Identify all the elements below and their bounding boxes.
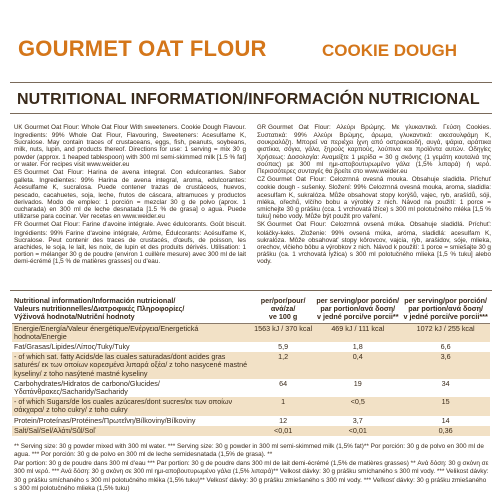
footnote: ** Serving size: 30 g powder mixed with 300 ml water. *** Serving size: 30 g powder in 300 ml semi-skimmed milk (1,5% fat)** Por porción: 30 g de polvo en 300 ml de agua. *** Por porción: 30 g de polvo en 300 ml de leche semidesnatada (1,5% de grasa). ** [14,443,484,459]
ingredients-column-left [14,124,246,267]
multilingual-ingredients [14,124,490,270]
header-per-serving-milk: per serving/por porción/ par portion/ανά δοση/ v jedné porci/ve porcii*** [403,296,488,322]
product-header [0,0,500,78]
flag-fr-icon: FR [14,222,22,229]
product-name: GOURMET OAT FLOUR [18,36,267,61]
table-row: Salt/Sal/Sel/Αλάτι/Sůl/Soľ <0,01 <0,01 0,36 [12,426,490,436]
header-label: Nutritional information/Información nutricional/ Valeurs nutritionnelles/Διατροφικές Πληροφορίες/ Výživová hodnota/Nutriční hodnoty [14,296,185,322]
ingredients-uk: UK Gourmet Oat Flour: Whole Oat Flour With sweeteners. Cookie Dough Flavour. Ingredients: 99% Whole Oat Flour, Flavouring, Sweeteners: Acesulfame K, Sucralose. May contain traces of crustaceans, eggs, fish, peanuts, soybeans, milk, nuts, lupin, and products thereof. Directions for use: 1 serving = mix 30 g powder (approx. 1 heaped tablespoon) with 300 ml semi-skimmed milk [1.5 % fat] or water. For recipes visit www.weider.eu [14,124,246,168]
ingredients-sk: SK Gourmet Oat Flour: Celozrnná ovsená múka. Obsahuje sladidlá. Príchuť: koláčky-keks. Zloženie: 99% ovsená múka, aróma, sladidlá: acesulfam K, sukralóza. Môže obsahovať stopy kôrovcov, vajcia, rýb, arašidov, sóje, mlieka, orechov, vlčieho bôbu a výrobkov z nich. Návod k použití: 1 porce = smiešajte 30 g prášku (ca. 1 vrchovatá lyžica) s 300 ml polotučného mlieka [1,5 % tuku] alebo vody. [257,221,491,266]
table-row: Protein/Proteínas/Protéines/Πρωτεΐνη/Bílkoviny/Bílkoviny 12 3,7 14 [14,415,450,425]
ingredients-column-right [257,124,491,267]
table-row: - of which Sugars/de los cuales azúcares/dont sucres/εκ των οποίων σάκχαρα/ z toho cukry/ z toho cukry 1 <0,5 15 [12,397,490,415]
nutrition-heading: NUTRITIONAL INFORMATION/INFORMACIÓN NUTRICIONAL [17,91,480,108]
flag-gr-icon: GR [257,125,266,131]
divider-heading [10,113,492,114]
table-row: Energie/Energía/Valeur énergétique/Ενέργεια/Energetická hodnota/Energie 1563 kJ / 370 kcal 469 kJ / 111 kcal 1072 kJ / 255 kcal [12,323,490,342]
flag-sk-icon: SK [257,222,266,229]
divider-top [10,82,492,83]
header-per-serving-water: per serving/por porción/ par portion/ανά δοση/ v jedné porci/ve porcii** [316,296,400,322]
ingredients-cz: CZ Gourmet Oat Flour: Celozrnná ovesná mouka. Obsahuje sladidla. Příchuť cookie dough - sušenky. Složení: 99% Celozrnná ovesná mouka, aroma, sladidla: acesulfam K, sukralóza. Může obsahovat stopy korýšů, vajec, ryb, arašídů, sóji, mléka, ořechů, vlčího bobu a výrobky z nich. Návod na použití: 1 porce = smíchejte 30 g prášku (cca. 1 vrchovatá lžíce) s 300 ml polotučného mléka [1,5 % tuku] nebo vody. Může být použit pro vaření. [257,176,491,221]
header-per-100g: per/por/pour/ ανά/za/ ve 100 g [260,296,306,322]
flag-cz-icon: CZ [257,177,265,184]
table-row: - of which sat. fatty Acids/de las cuales saturadas/dont acides gras saturés/ εκ των οποίων κορεσμένα λιπαρά οξέα/ z toho nasycené mastné kyseliny/ z toho nasýtené mastné kyseliny 1,2 0,4 3,6 [12,352,490,379]
table-row: Carbohydrates/Hidratos de carbono/Glucides/Υδατάνθρακες/Sacharidy/Sacharidy 64 19 34 [14,378,450,397]
footnote: Par portion: 30 g de poudre dans 300 ml d'eau *** Par portion: 30 g de poudre dans 300 ml de lait demi-écrémé (1,5% de matières grasses) ** Ανά δόση: 30 g σκόνη σε 300 ml νερό. *** Ανά δόση: 30 g σκόνη σε 300 ml ημι-αποβουτυρωμένο γάλα (1,5% λιπαρά)** Velkost dávky: 30 g prášku smíchaného s 300 ml vody. *** Velikost dávky: 30 g prášku smíchaného s 300 ml polotučného mléka (1,5% tuku)** Velkosť dávky: 30 g prášku zmiešaného s 300 ml vody. *** Veľkosť dávky: 30 g prášku zmiešaného s 300 ml polotučného mlieka (1,5% tuku) [14,459,489,493]
nutrition-table [12,296,490,436]
footnotes [14,443,490,493]
flag-uk-icon: UK [14,125,23,131]
flag-es-icon: ES [14,170,23,177]
ingredients-es: ES Gourmet Oat Flour: Harina de avena integral. Con edulcorantes. Sabor galleta. Ingredientes: 99% Harina de avena integral, aroma, edulcorantes: Acesulfame K, sucralosa. Puede contener trazas de crustáceos, huevos, pescado, cacahuetes, soja, leche, frutos de cáscara, altramuces y productos derivados. Modo de empleo: 1 porción = mezclar 30 g de polvo (aprox. 1 cucharada) en 300 ml de leche desnatada [1.5 % de grasa] o agua. Puede utilizarse para cocinar. Ver recetas en www.weider.eu [14,169,246,221]
table-header [12,296,490,323]
product-flavor: COOKIE DOUGH [322,41,458,60]
ingredients-gr: GR Gourmet Oat Flour: Αλεύρι Βρώμης. Με γλυκαντικά. Γεύση Cookies. Συστατικά: 99% Αλεύρι Βρώμης, άρωμα, γλυκαντικά: ακεσουλφάμη Κ, σουκραλόζη. Μπορεί να περιέχει ίχνη από οστρακοειδή, αυγά, ψάρια, αράπικα φιστίκια, σόγια, γάλα, ξηρούς καρπούς, λούπινα και προϊόντα αυτών. Οδηγίες Χρήσεως: Δοσολογία: Αναμείξτε 1 μερίδα = 30 g σκόνης (1 γεμάτη κουταλιά της σούπας) με 300 ml ημι-αποβουτυρωμένο γάλα (1,5% λιπαρά) ή νερό. Περισσότερες συνταγές θα βρείτε στο www.weider.eu [257,124,491,175]
divider-table [10,290,492,291]
ingredients-fr: FR Gourmet Oat Flour: Farine d'avoine intégrale. Avec édulcorants. Goût biscuit. Ingrédients: 99% Farine d'avoine intégrale, Arôme, Édulcorants: Acésulfame K, Sucralose. Peut contenir des traces de crustacés, d'œufs, de poisson, les arachides, le soja, le lait, les noix, de lupin et des produits dérivés. Utilisation: 1 portion = mélanger 30 g de poudre (environ 1 cuillère mesure) avec 300 ml de lait demi-écrémé [1,5 % de matières grasses] ou d'eau. [14,221,246,266]
table-row: Fat/Grasas/Lipides/Λίπος/Tuky/Tuky 5,9 1,8 6,6 [14,342,451,352]
